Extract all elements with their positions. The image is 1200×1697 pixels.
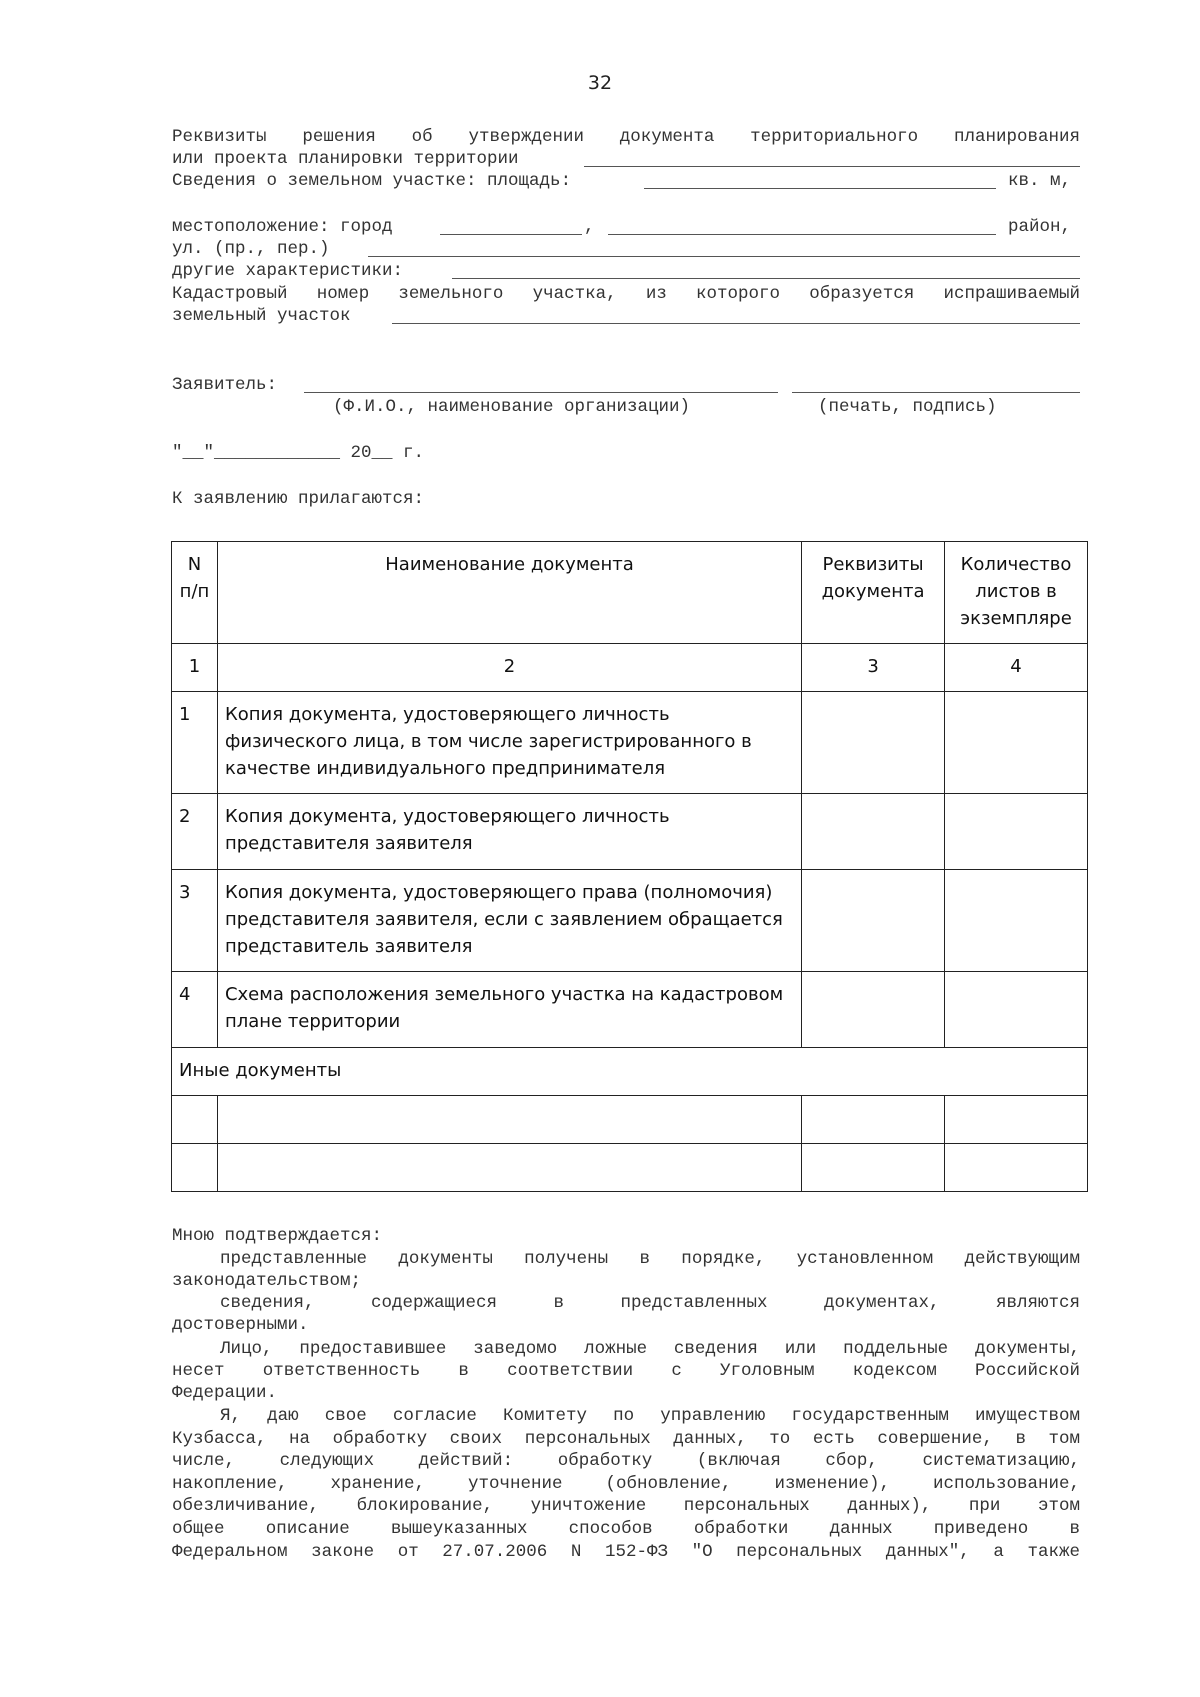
street-field[interactable] [368, 256, 1080, 257]
consent-line: обезличивание, блокирование, уничтожение персональных данных), при этом [172, 1496, 1080, 1516]
applicant-caption-sign: (печать, подпись) [818, 397, 997, 417]
row-count-cell[interactable] [945, 972, 1088, 1048]
attachments-table [171, 541, 1088, 1192]
empty-row [172, 1144, 1088, 1192]
page-number: 32 [587, 72, 613, 94]
confirm-line: сведения, содержащиеся в представленных документах, являются [220, 1293, 1080, 1313]
street-label: ул. (пр., пер.) [172, 239, 330, 259]
liability-line: несет ответственность в соответствии с Уголовным кодексом Российской [172, 1361, 1080, 1381]
rekv-line-1: Реквизиты решения об утверждении документа территориального планирования [172, 127, 1080, 147]
confirm-line: законодательством; [172, 1271, 362, 1291]
consent-line: накопление, хранение, уточнение (обновление, изменение), использование, [172, 1474, 1080, 1494]
row-rekv-cell[interactable] [802, 972, 945, 1048]
table-header-row [172, 542, 1088, 644]
empty-cell[interactable] [945, 1096, 1088, 1144]
liability-line: Лицо, предоставившее заведомо ложные сведения или поддельные документы, [220, 1339, 1080, 1359]
applicant-sign-field[interactable] [792, 392, 1080, 393]
area-unit: кв. м, [1008, 171, 1072, 191]
consent-line: Я, даю свое согласие Комитету по управлению государственным имуществом [220, 1406, 1080, 1426]
comma: , [584, 217, 595, 237]
district-field[interactable] [608, 234, 996, 235]
row-document-name: Копия документа, удостоверяющего личность физического лица, в том числе зарегистрированного в качестве индивидуального предпринимателя [217, 692, 801, 794]
area-field[interactable] [644, 188, 996, 189]
row-rekv-cell[interactable] [802, 692, 945, 794]
applicant-name-field[interactable] [304, 392, 778, 393]
rekv-field[interactable] [584, 166, 1080, 167]
column-number-row [172, 644, 1088, 692]
empty-cell[interactable] [217, 1096, 801, 1144]
col-number: 4 [945, 644, 1088, 692]
confirm-line: достоверными. [172, 1315, 309, 1335]
area-label: Сведения о земельном участке: площадь: [172, 171, 572, 191]
attachments-label: К заявлению прилагаются: [172, 489, 425, 509]
table-row [172, 972, 1088, 1048]
col-number: 2 [217, 644, 801, 692]
header-num: N п/п [172, 542, 218, 644]
row-number: 2 [172, 794, 218, 870]
cadastral-line-2: земельный участок [172, 306, 351, 326]
table-row [172, 870, 1088, 972]
city-field[interactable] [440, 234, 582, 235]
other-label: другие характеристики: [172, 261, 404, 281]
row-rekv-cell[interactable] [802, 794, 945, 870]
empty-cell[interactable] [172, 1144, 218, 1192]
applicant-caption-name: (Ф.И.О., наименование организации) [333, 397, 691, 417]
empty-cell[interactable] [802, 1096, 945, 1144]
other-docs-label: Иные документы [172, 1048, 1088, 1096]
other-docs-row [172, 1048, 1088, 1096]
col-number: 1 [172, 644, 218, 692]
empty-row [172, 1096, 1088, 1144]
row-count-cell[interactable] [945, 794, 1088, 870]
consent-line: общее описание вышеуказанных способов обработки данных приведено в [172, 1519, 1080, 1539]
cadastral-line-1: Кадастровый номер земельного участка, из которого образуется испрашиваемый [172, 284, 1080, 304]
consent-line: числе, следующих действий: обработку (включая сбор, систематизацию, [172, 1451, 1080, 1471]
row-document-name: Копия документа, удостоверяющего права (полномочия) представителя заявителя, если с заявлением обращается представитель заявителя [217, 870, 801, 972]
row-number: 3 [172, 870, 218, 972]
row-count-cell[interactable] [945, 870, 1088, 972]
row-document-name: Схема расположения земельного участка на кадастровом плане территории [217, 972, 801, 1048]
cadastral-field[interactable] [392, 323, 1080, 324]
applicant-label: Заявитель: [172, 375, 278, 395]
consent-line: Кузбасса, на обработку своих персональных данных, то есть совершение, в том [172, 1429, 1080, 1449]
empty-cell[interactable] [945, 1144, 1088, 1192]
confirm-line: представленные документы получены в порядке, установленном действующим [220, 1249, 1080, 1269]
district-label: район, [1008, 217, 1072, 237]
header-count: Количество листов в экземпляре [945, 542, 1088, 644]
row-number: 4 [172, 972, 218, 1048]
date-line[interactable]: "__"____________ 20__ г. [172, 443, 425, 463]
other-field[interactable] [452, 278, 1080, 279]
row-document-name: Копия документа, удостоверяющего личность представителя заявителя [217, 794, 801, 870]
table-row [172, 794, 1088, 870]
liability-line: Федерации. [172, 1383, 278, 1403]
row-count-cell[interactable] [945, 692, 1088, 794]
header-name: Наименование документа [217, 542, 801, 644]
confirm-heading: Мною подтверждается: [172, 1226, 383, 1246]
row-number: 1 [172, 692, 218, 794]
empty-cell[interactable] [172, 1096, 218, 1144]
row-rekv-cell[interactable] [802, 870, 945, 972]
location-label: местоположение: город [172, 217, 393, 237]
empty-cell[interactable] [802, 1144, 945, 1192]
col-number: 3 [802, 644, 945, 692]
table-row [172, 692, 1088, 794]
header-rekv: Реквизиты документа [802, 542, 945, 644]
rekv-line-2: или проекта планировки территории [172, 149, 519, 169]
consent-line: Федеральном законе от 27.07.2006 N 152-ФЗ "О персональных данных", а также [172, 1542, 1080, 1562]
empty-cell[interactable] [217, 1144, 801, 1192]
